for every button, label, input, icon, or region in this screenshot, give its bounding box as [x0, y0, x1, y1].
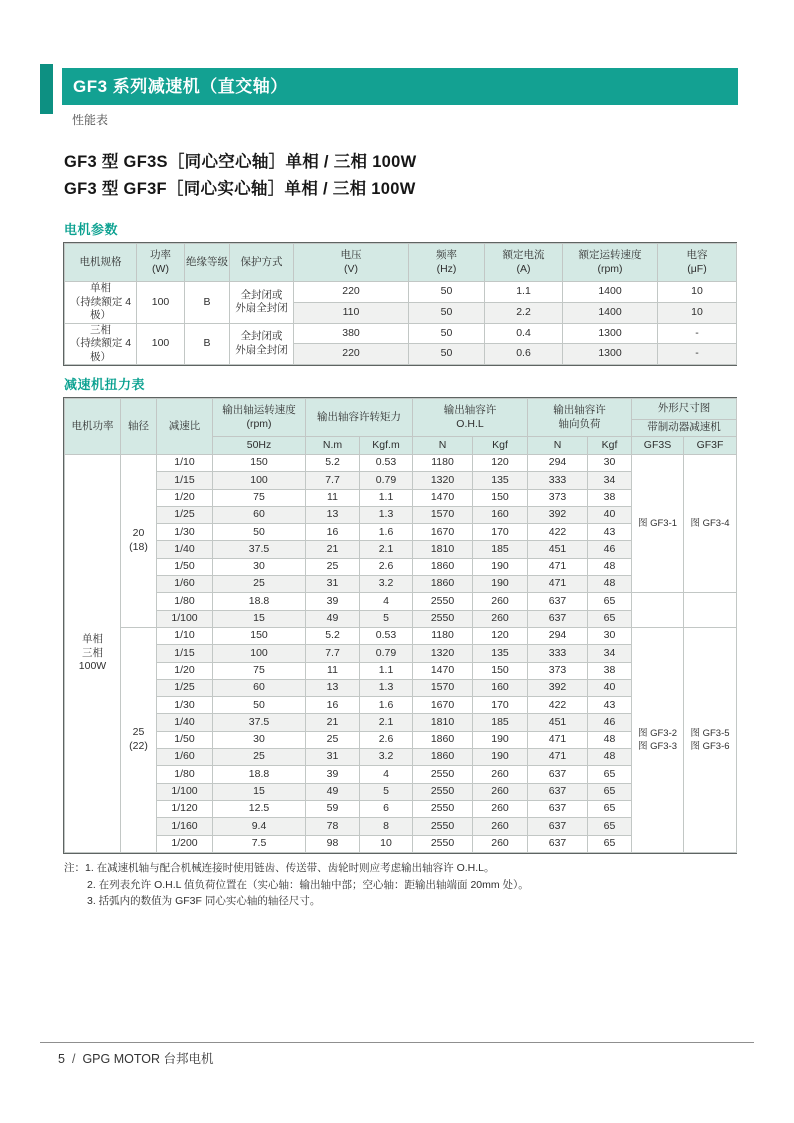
insulation-cell: B: [185, 282, 230, 324]
ratio-cell: 1/40: [157, 541, 213, 558]
value-cell: 50: [409, 282, 485, 303]
motor-header-cell: 电压 (V): [294, 244, 409, 282]
value-cell: 10: [658, 302, 737, 323]
value-cell: 637: [528, 766, 588, 783]
header-cell-motor-power: 电机功率: [65, 399, 121, 455]
value-cell: 190: [473, 731, 528, 748]
motor-table-header-row: [65, 244, 737, 282]
ratio-cell: 1/160: [157, 818, 213, 835]
header-axial-line1: 输出轴容许: [553, 404, 606, 416]
value-cell: 30: [588, 627, 632, 644]
value-cell: 1670: [413, 697, 473, 714]
value-cell: 1810: [413, 714, 473, 731]
unit-cell-ax-n: N: [528, 437, 588, 455]
value-cell: 43: [588, 524, 632, 541]
value-cell: 10: [360, 835, 413, 852]
value-cell: 2.6: [360, 558, 413, 575]
value-cell: 1.1: [360, 489, 413, 506]
ratio-cell: 1/100: [157, 783, 213, 800]
value-cell: 38: [588, 662, 632, 679]
ratio-cell: 1/40: [157, 714, 213, 731]
value-cell: 1.6: [360, 524, 413, 541]
header-ohl-line1: 输出轴容许: [443, 404, 497, 416]
value-cell: 1320: [413, 645, 473, 662]
figure-cell-gf3f: 图 GF3-5 图 GF3-6: [684, 627, 737, 852]
value-cell: 0.79: [360, 472, 413, 489]
ratio-cell: 1/10: [157, 627, 213, 644]
value-cell: 25: [213, 749, 306, 766]
ratio-cell: 1/50: [157, 731, 213, 748]
value-cell: 0.4: [485, 323, 563, 344]
value-cell: 2.2: [485, 302, 563, 323]
value-cell: 15: [213, 783, 306, 800]
motor-header-cell: 频率 (Hz): [409, 244, 485, 282]
header-cell-torque: 输出轴容许转矩力: [306, 399, 413, 437]
value-cell: 170: [473, 697, 528, 714]
value-cell: 1860: [413, 731, 473, 748]
value-cell: 49: [306, 610, 360, 627]
torque-table-row: [65, 593, 737, 610]
value-cell: 2550: [413, 800, 473, 817]
value-cell: 50: [409, 344, 485, 365]
value-cell: 31: [306, 749, 360, 766]
series-banner: [62, 68, 738, 105]
value-cell: 11: [306, 489, 360, 506]
value-cell: 30: [213, 558, 306, 575]
figure-cell-gf3s: 图 GF3-1: [632, 455, 684, 593]
value-cell: 135: [473, 645, 528, 662]
header-cell-ratio: 减速比: [157, 399, 213, 455]
value-cell: 2550: [413, 818, 473, 835]
power-cell: 100: [137, 323, 185, 365]
footer-rule: [40, 1042, 754, 1043]
ratio-cell: 1/60: [157, 576, 213, 593]
ratio-cell: 1/30: [157, 697, 213, 714]
unit-cell-ax-kgf: Kgf: [588, 437, 632, 455]
value-cell: 422: [528, 697, 588, 714]
value-cell: 0.6: [485, 344, 563, 365]
unit-cell-gf3s: GF3S: [632, 437, 684, 455]
value-cell: 39: [306, 593, 360, 610]
value-cell: 13: [306, 679, 360, 696]
value-cell: 190: [473, 558, 528, 575]
value-cell: 333: [528, 472, 588, 489]
torque-table-row: [65, 627, 737, 644]
value-cell: 31: [306, 576, 360, 593]
value-cell: 637: [528, 593, 588, 610]
value-cell: 21: [306, 714, 360, 731]
figure-cell-empty: [684, 593, 737, 628]
model-titles: [64, 149, 417, 202]
value-cell: 2550: [413, 783, 473, 800]
torque-header-row-1: [65, 399, 737, 420]
value-cell: 0.53: [360, 627, 413, 644]
value-cell: 11: [306, 662, 360, 679]
value-cell: 18.8: [213, 593, 306, 610]
shaft-diameter-cell: 20 (18): [121, 455, 157, 628]
header-cell-shaft: 轴径: [121, 399, 157, 455]
value-cell: 34: [588, 645, 632, 662]
header-speed-line1: 输出轴运转速度: [222, 404, 296, 416]
motor-table-row: [65, 282, 737, 303]
torque-table-wrap: [63, 397, 737, 854]
note-text-3: 3. 括弧内的数值为 GF3F 同心实心轴的轴径尺寸。: [87, 895, 321, 907]
value-cell: 1470: [413, 489, 473, 506]
note-line: [64, 877, 529, 894]
spec-cell: 单相 （持续额定 4 极）: [65, 282, 137, 324]
value-cell: 1300: [563, 323, 658, 344]
value-cell: 37.5: [213, 541, 306, 558]
figure-cell-gf3s: 图 GF3-2 图 GF3-3: [632, 627, 684, 852]
value-cell: 637: [528, 610, 588, 627]
value-cell: 9.4: [213, 818, 306, 835]
value-cell: 260: [473, 818, 528, 835]
value-cell: 1860: [413, 749, 473, 766]
value-cell: 0.79: [360, 645, 413, 662]
value-cell: 471: [528, 731, 588, 748]
motor-header-cell: 额定运转速度 (rpm): [563, 244, 658, 282]
value-cell: 451: [528, 714, 588, 731]
value-cell: 43: [588, 697, 632, 714]
unit-cell-50hz: 50Hz: [213, 437, 306, 455]
note-text-1: 1. 在减速机轴与配合机械连接时使用链齿、传送带、齿轮时则应考虑输出轴容许 O.H.L。: [85, 862, 495, 874]
value-cell: 1.3: [360, 679, 413, 696]
value-cell: 1180: [413, 627, 473, 644]
value-cell: 1300: [563, 344, 658, 365]
value-cell: 373: [528, 662, 588, 679]
value-cell: 50: [213, 697, 306, 714]
figure-cell-empty: [632, 593, 684, 628]
value-cell: 40: [588, 506, 632, 523]
value-cell: 78: [306, 818, 360, 835]
ratio-cell: 1/30: [157, 524, 213, 541]
value-cell: 38: [588, 489, 632, 506]
spec-cell: 三相 （持续额定 4 极）: [65, 323, 137, 365]
value-cell: 1.3: [360, 506, 413, 523]
value-cell: 260: [473, 800, 528, 817]
ratio-cell: 1/15: [157, 645, 213, 662]
value-cell: 373: [528, 489, 588, 506]
value-cell: 1.6: [360, 697, 413, 714]
header-cell-speed: [213, 399, 306, 437]
value-cell: 7.7: [306, 645, 360, 662]
value-cell: 190: [473, 576, 528, 593]
value-cell: 16: [306, 697, 360, 714]
value-cell: 160: [473, 679, 528, 696]
header-cell-brake: 带制动器减速机: [632, 420, 737, 437]
value-cell: 1860: [413, 558, 473, 575]
motor-params-table-wrap: [63, 242, 737, 366]
ratio-cell: 1/120: [157, 800, 213, 817]
header-cell-dimensions: 外形尺寸图: [632, 399, 737, 420]
ratio-cell: 1/20: [157, 489, 213, 506]
value-cell: 6: [360, 800, 413, 817]
motor-table-body: [65, 282, 737, 365]
value-cell: 25: [306, 731, 360, 748]
torque-table-body: [65, 455, 737, 853]
value-cell: 190: [473, 749, 528, 766]
value-cell: 7.7: [306, 472, 360, 489]
footer-brand: GPG MOTOR 台邦电机: [82, 1052, 214, 1066]
ratio-cell: 1/50: [157, 558, 213, 575]
motor-header-cell: 功率 (W): [137, 244, 185, 282]
value-cell: 15: [213, 610, 306, 627]
value-cell: 3.2: [360, 749, 413, 766]
value-cell: 392: [528, 506, 588, 523]
performance-table-label: 性能表: [72, 113, 109, 127]
value-cell: 1320: [413, 472, 473, 489]
value-cell: 8: [360, 818, 413, 835]
value-cell: 46: [588, 541, 632, 558]
value-cell: 65: [588, 610, 632, 627]
note-line: [64, 860, 529, 877]
value-cell: 100: [213, 472, 306, 489]
torque-table-row: [65, 455, 737, 472]
value-cell: 100: [213, 645, 306, 662]
motor-table-row: [65, 323, 737, 344]
value-cell: 110: [294, 302, 409, 323]
value-cell: 0.53: [360, 455, 413, 472]
series-banner-title: GF3 系列减速机（直交轴）: [73, 77, 288, 96]
value-cell: 5: [360, 783, 413, 800]
value-cell: 170: [473, 524, 528, 541]
value-cell: 75: [213, 662, 306, 679]
value-cell: 260: [473, 783, 528, 800]
ratio-cell: 1/80: [157, 766, 213, 783]
note-line: [64, 893, 529, 910]
ratio-cell: 1/100: [157, 610, 213, 627]
value-cell: 333: [528, 645, 588, 662]
motor-header-cell: 保护方式: [230, 244, 294, 282]
header-cell-ohl: [413, 399, 528, 437]
value-cell: 5.2: [306, 455, 360, 472]
value-cell: 2.6: [360, 731, 413, 748]
value-cell: 260: [473, 610, 528, 627]
value-cell: 4: [360, 593, 413, 610]
value-cell: 120: [473, 455, 528, 472]
figure-cell-gf3f: 图 GF3-4: [684, 455, 737, 593]
value-cell: 637: [528, 835, 588, 852]
value-cell: 260: [473, 593, 528, 610]
value-cell: 2550: [413, 835, 473, 852]
value-cell: 21: [306, 541, 360, 558]
accent-bar: [40, 64, 53, 114]
value-cell: 60: [213, 679, 306, 696]
protection-cell: 全封闭或 外扇全封闭: [230, 323, 294, 365]
value-cell: 2.1: [360, 714, 413, 731]
value-cell: 294: [528, 455, 588, 472]
value-cell: 65: [588, 593, 632, 610]
value-cell: 260: [473, 766, 528, 783]
motor-header-cell: 电容 (μF): [658, 244, 737, 282]
value-cell: 185: [473, 714, 528, 731]
motor-params-heading: 电机参数: [64, 222, 119, 237]
value-cell: 150: [213, 455, 306, 472]
header-cell-axial: [528, 399, 632, 437]
value-cell: 150: [473, 662, 528, 679]
ratio-cell: 1/20: [157, 662, 213, 679]
page-number: 5: [58, 1052, 65, 1066]
value-cell: 451: [528, 541, 588, 558]
value-cell: 65: [588, 818, 632, 835]
value-cell: 1570: [413, 679, 473, 696]
value-cell: 260: [473, 835, 528, 852]
value-cell: 1810: [413, 541, 473, 558]
model-title-gf3f: GF3 型 GF3F［同心实心轴］单相 / 三相 100W: [64, 179, 416, 198]
value-cell: 39: [306, 766, 360, 783]
value-cell: 2.1: [360, 541, 413, 558]
motor-header-cell: 额定电流 (A): [485, 244, 563, 282]
unit-cell-ohl-kgf: Kgf: [473, 437, 528, 455]
value-cell: 2550: [413, 766, 473, 783]
value-cell: 471: [528, 749, 588, 766]
value-cell: 637: [528, 800, 588, 817]
value-cell: 65: [588, 835, 632, 852]
model-title-gf3s: GF3 型 GF3S［同心空心轴］单相 / 三相 100W: [64, 153, 417, 171]
value-cell: 471: [528, 558, 588, 575]
value-cell: 150: [473, 489, 528, 506]
motor-header-cell: 电机规格: [65, 244, 137, 282]
shaft-diameter-cell: 25 (22): [121, 627, 157, 852]
motor-power-cell: 单相 三相 100W: [65, 455, 121, 853]
ratio-cell: 1/25: [157, 506, 213, 523]
value-cell: 185: [473, 541, 528, 558]
torque-table: [64, 398, 737, 853]
insulation-cell: B: [185, 323, 230, 365]
ratio-cell: 1/10: [157, 455, 213, 472]
value-cell: 30: [213, 731, 306, 748]
value-cell: 1400: [563, 282, 658, 303]
value-cell: 48: [588, 731, 632, 748]
value-cell: 46: [588, 714, 632, 731]
value-cell: 48: [588, 558, 632, 575]
value-cell: 1.1: [360, 662, 413, 679]
value-cell: -: [658, 323, 737, 344]
header-speed-line2: (rpm): [246, 417, 272, 430]
value-cell: 422: [528, 524, 588, 541]
note-text-2: 2. 在列表允许 O.H.L 值负荷位置在（实心轴：输出轴中部；空心轴：距输出轴端面 20mm 处）。: [87, 878, 529, 891]
value-cell: 34: [588, 472, 632, 489]
power-cell: 100: [137, 282, 185, 324]
unit-cell-kgfm: Kgf.m: [360, 437, 413, 455]
value-cell: 3.2: [360, 576, 413, 593]
value-cell: 13: [306, 506, 360, 523]
value-cell: 5.2: [306, 627, 360, 644]
value-cell: 65: [588, 766, 632, 783]
value-cell: 380: [294, 323, 409, 344]
ratio-cell: 1/60: [157, 749, 213, 766]
value-cell: 16: [306, 524, 360, 541]
header-ohl-line2: O.H.L: [456, 417, 484, 430]
value-cell: 50: [409, 323, 485, 344]
value-cell: 220: [294, 282, 409, 303]
value-cell: 294: [528, 627, 588, 644]
value-cell: 1.1: [485, 282, 563, 303]
ratio-cell: 1/200: [157, 835, 213, 852]
protection-cell: 全封闭或 外扇全封闭: [230, 282, 294, 324]
value-cell: 65: [588, 783, 632, 800]
value-cell: 65: [588, 800, 632, 817]
value-cell: 50: [213, 524, 306, 541]
footer: [58, 1049, 213, 1067]
value-cell: 48: [588, 576, 632, 593]
value-cell: 59: [306, 800, 360, 817]
value-cell: 49: [306, 783, 360, 800]
value-cell: 637: [528, 783, 588, 800]
motor-params-table: [64, 243, 737, 365]
value-cell: 392: [528, 679, 588, 696]
unit-cell-gf3f: GF3F: [684, 437, 737, 455]
value-cell: 135: [473, 472, 528, 489]
motor-header-cell: 绝缘等级: [185, 244, 230, 282]
unit-cell-ohl-n: N: [413, 437, 473, 455]
value-cell: -: [658, 344, 737, 365]
value-cell: 471: [528, 576, 588, 593]
value-cell: 1470: [413, 662, 473, 679]
value-cell: 220: [294, 344, 409, 365]
value-cell: 150: [213, 627, 306, 644]
value-cell: 1400: [563, 302, 658, 323]
value-cell: 160: [473, 506, 528, 523]
value-cell: 4: [360, 766, 413, 783]
value-cell: 40: [588, 679, 632, 696]
value-cell: 25: [306, 558, 360, 575]
unit-cell-nm: N.m: [306, 437, 360, 455]
ratio-cell: 1/80: [157, 593, 213, 610]
value-cell: 48: [588, 749, 632, 766]
value-cell: 7.5: [213, 835, 306, 852]
footer-separator: /: [71, 1052, 76, 1066]
value-cell: 98: [306, 835, 360, 852]
value-cell: 120: [473, 627, 528, 644]
value-cell: 2550: [413, 593, 473, 610]
notes: [64, 860, 529, 910]
value-cell: 75: [213, 489, 306, 506]
torque-table-heading: 减速机扭力表: [64, 377, 146, 392]
value-cell: 1180: [413, 455, 473, 472]
ratio-cell: 1/15: [157, 472, 213, 489]
value-cell: 60: [213, 506, 306, 523]
value-cell: 12.5: [213, 800, 306, 817]
value-cell: 18.8: [213, 766, 306, 783]
value-cell: 10: [658, 282, 737, 303]
value-cell: 637: [528, 818, 588, 835]
value-cell: 30: [588, 455, 632, 472]
notes-prefix: 注：: [64, 862, 85, 874]
value-cell: 1570: [413, 506, 473, 523]
ratio-cell: 1/25: [157, 679, 213, 696]
value-cell: 2550: [413, 610, 473, 627]
value-cell: 50: [409, 302, 485, 323]
value-cell: 25: [213, 576, 306, 593]
value-cell: 37.5: [213, 714, 306, 731]
value-cell: 1670: [413, 524, 473, 541]
value-cell: 5: [360, 610, 413, 627]
header-axial-line2: 轴向负荷: [558, 417, 601, 430]
value-cell: 1860: [413, 576, 473, 593]
